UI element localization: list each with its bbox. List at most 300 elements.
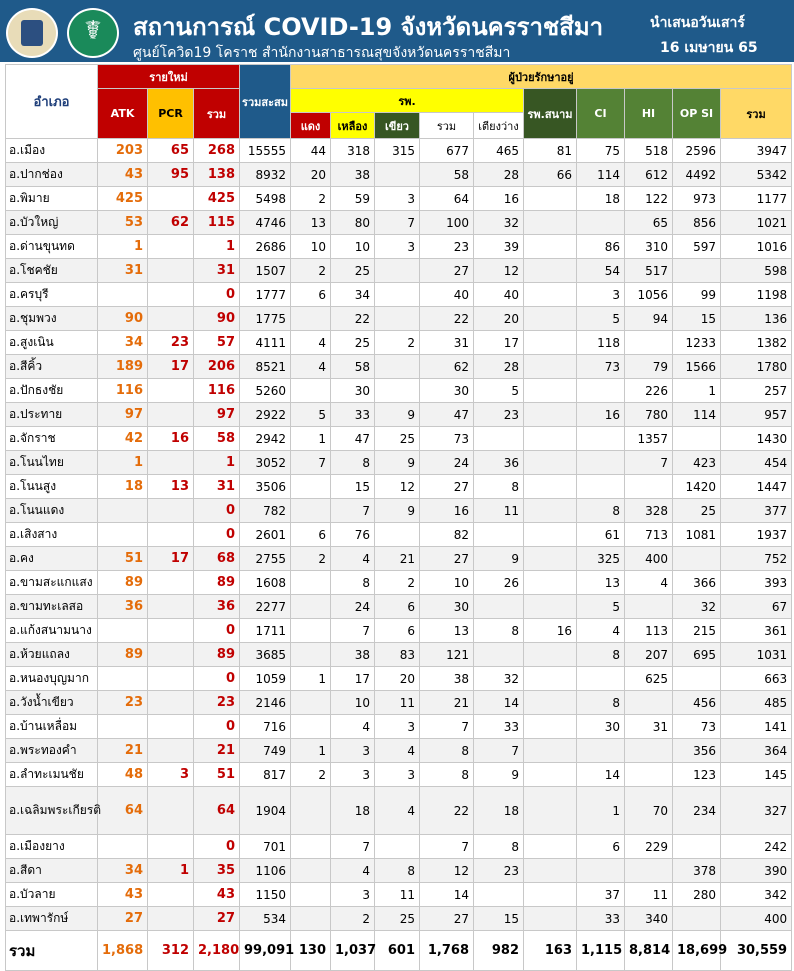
cell-atk: 90 bbox=[98, 307, 148, 331]
cell-red bbox=[291, 595, 331, 619]
cell-red bbox=[291, 907, 331, 931]
cell-name: อ.ขามสะแกแสง bbox=[6, 571, 98, 595]
cell-htot: 27 bbox=[420, 547, 474, 571]
cell-tot: 598 bbox=[721, 259, 792, 283]
cell-atk: 1 bbox=[98, 235, 148, 259]
cell-field bbox=[524, 211, 577, 235]
cell-opsi: 215 bbox=[673, 619, 721, 643]
cell-grn bbox=[375, 355, 420, 379]
cell-tot: 1198 bbox=[721, 283, 792, 307]
pcr-header: PCR bbox=[148, 89, 194, 139]
cell-tot: 257 bbox=[721, 379, 792, 403]
cell-yel: 22 bbox=[331, 307, 375, 331]
cell-pcr: 1 bbox=[148, 859, 194, 883]
cell-free: 36 bbox=[474, 451, 524, 475]
cell-ci: 54 bbox=[577, 259, 625, 283]
cell-tot: 390 bbox=[721, 859, 792, 883]
cell-hi bbox=[625, 331, 673, 355]
cell-pcr bbox=[148, 739, 194, 763]
cell-hi: 780 bbox=[625, 403, 673, 427]
cell-sum: 31 bbox=[194, 259, 240, 283]
cell-field bbox=[524, 379, 577, 403]
cell-tot: 1937 bbox=[721, 523, 792, 547]
cell-field bbox=[524, 763, 577, 787]
cell-ci bbox=[577, 211, 625, 235]
cell-hi: 713 bbox=[625, 523, 673, 547]
cell-htot: 10 bbox=[420, 571, 474, 595]
cell-name: อ.บ้านเหลื่อม bbox=[6, 715, 98, 739]
cell-hi: 328 bbox=[625, 499, 673, 523]
cell-tot: 957 bbox=[721, 403, 792, 427]
cell-free: 32 bbox=[474, 211, 524, 235]
cell-atk: 43 bbox=[98, 883, 148, 907]
cell-field bbox=[524, 355, 577, 379]
cell-tot: 342 bbox=[721, 883, 792, 907]
cell-cum: 4746 bbox=[240, 211, 291, 235]
cell-htot: 100 bbox=[420, 211, 474, 235]
table-row bbox=[6, 835, 792, 859]
cell-grn: 3 bbox=[375, 235, 420, 259]
cell-hi: 518 bbox=[625, 139, 673, 163]
cell-red: 1 bbox=[291, 667, 331, 691]
table-row bbox=[6, 403, 792, 427]
cell-field bbox=[524, 691, 577, 715]
cell-cum: 99,091 bbox=[240, 931, 291, 971]
cell-pcr bbox=[148, 283, 194, 307]
cell-ci: 4 bbox=[577, 619, 625, 643]
cell-red bbox=[291, 307, 331, 331]
report-date: 16 เมษายน 65 bbox=[660, 40, 758, 56]
cell-cum: 3685 bbox=[240, 643, 291, 667]
cell-hi: 625 bbox=[625, 667, 673, 691]
field-hospital-header: รพ.สนาม bbox=[524, 89, 577, 139]
cell-htot: 13 bbox=[420, 619, 474, 643]
cell-ci bbox=[577, 859, 625, 883]
cell-yel: 76 bbox=[331, 523, 375, 547]
cell-ci: 13 bbox=[577, 571, 625, 595]
cell-grn: 4 bbox=[375, 739, 420, 763]
cell-name: อ.ชุมพวง bbox=[6, 307, 98, 331]
table-row bbox=[6, 499, 792, 523]
cell-red: 6 bbox=[291, 283, 331, 307]
cell-cum: 1608 bbox=[240, 571, 291, 595]
cell-hi bbox=[625, 475, 673, 499]
cell-tot: 663 bbox=[721, 667, 792, 691]
cell-name: อ.เมืองยาง bbox=[6, 835, 98, 859]
cell-yel: 17 bbox=[331, 667, 375, 691]
table-row bbox=[6, 883, 792, 907]
cell-name: อ.ลำทะเมนชัย bbox=[6, 763, 98, 787]
cell-pcr bbox=[148, 691, 194, 715]
cell-hi: 400 bbox=[625, 547, 673, 571]
cell-sum: 57 bbox=[194, 331, 240, 355]
cell-cum: 1904 bbox=[240, 787, 291, 835]
cell-field bbox=[524, 883, 577, 907]
cell-grn: 9 bbox=[375, 451, 420, 475]
cell-htot: 24 bbox=[420, 451, 474, 475]
cell-red: 5 bbox=[291, 403, 331, 427]
cell-hi: 226 bbox=[625, 379, 673, 403]
cell-yel: 33 bbox=[331, 403, 375, 427]
cell-opsi: 15 bbox=[673, 307, 721, 331]
cell-opsi: 366 bbox=[673, 571, 721, 595]
cell-field bbox=[524, 499, 577, 523]
cell-hi bbox=[625, 739, 673, 763]
cell-opsi: 378 bbox=[673, 859, 721, 883]
cell-opsi: 1 bbox=[673, 379, 721, 403]
cell-yel: 18 bbox=[331, 787, 375, 835]
cell-htot: 31 bbox=[420, 331, 474, 355]
cell-pcr bbox=[148, 403, 194, 427]
cell-yel: 58 bbox=[331, 355, 375, 379]
cell-opsi: 973 bbox=[673, 187, 721, 211]
cell-pcr: 17 bbox=[148, 355, 194, 379]
cell-tot: 1016 bbox=[721, 235, 792, 259]
cell-sum: 1 bbox=[194, 451, 240, 475]
table-row bbox=[6, 763, 792, 787]
cell-htot: 1,768 bbox=[420, 931, 474, 971]
cell-sum: 21 bbox=[194, 739, 240, 763]
table-row bbox=[6, 907, 792, 931]
cell-free bbox=[474, 883, 524, 907]
cell-name: อ.เมือง bbox=[6, 139, 98, 163]
cell-name: อ.โชคชัย bbox=[6, 259, 98, 283]
cell-name: อ.ปากช่อง bbox=[6, 163, 98, 187]
cell-tot: 1382 bbox=[721, 331, 792, 355]
cell-field bbox=[524, 739, 577, 763]
cell-pcr: 62 bbox=[148, 211, 194, 235]
cell-sum: 138 bbox=[194, 163, 240, 187]
cell-free: 12 bbox=[474, 259, 524, 283]
cell-ci: 8 bbox=[577, 643, 625, 667]
cell-opsi bbox=[673, 427, 721, 451]
cell-yel: 10 bbox=[331, 235, 375, 259]
cell-red: 7 bbox=[291, 451, 331, 475]
cell-hi: 340 bbox=[625, 907, 673, 931]
cell-pcr bbox=[148, 787, 194, 835]
cell-ci: 3 bbox=[577, 283, 625, 307]
cell-atk: 18 bbox=[98, 475, 148, 499]
cell-atk: 36 bbox=[98, 595, 148, 619]
cell-pcr bbox=[148, 907, 194, 931]
cell-sum: 1 bbox=[194, 235, 240, 259]
cell-red bbox=[291, 787, 331, 835]
cell-pcr: 95 bbox=[148, 163, 194, 187]
cell-tot: 1031 bbox=[721, 643, 792, 667]
cell-cum: 1711 bbox=[240, 619, 291, 643]
cell-yel: 25 bbox=[331, 259, 375, 283]
cell-name: อ.บัวลาย bbox=[6, 883, 98, 907]
cell-name: อ.โนนไทย bbox=[6, 451, 98, 475]
cell-red: 2 bbox=[291, 187, 331, 211]
cell-red bbox=[291, 643, 331, 667]
cell-free: 23 bbox=[474, 859, 524, 883]
cell-free: 11 bbox=[474, 499, 524, 523]
cell-free bbox=[474, 523, 524, 547]
cell-pcr bbox=[148, 379, 194, 403]
cell-tot: 67 bbox=[721, 595, 792, 619]
cell-pcr bbox=[148, 259, 194, 283]
cell-htot: 64 bbox=[420, 187, 474, 211]
cell-grn: 2 bbox=[375, 571, 420, 595]
ministry-of-public-health-logo bbox=[67, 8, 119, 58]
cell-ci: 6 bbox=[577, 835, 625, 859]
cell-grn: 25 bbox=[375, 907, 420, 931]
grand-total-header: รวม bbox=[721, 89, 792, 139]
cell-pcr bbox=[148, 643, 194, 667]
cell-grn: 12 bbox=[375, 475, 420, 499]
cell-htot: 30 bbox=[420, 379, 474, 403]
cell-ci: 5 bbox=[577, 595, 625, 619]
cell-htot: 121 bbox=[420, 643, 474, 667]
cell-opsi: 32 bbox=[673, 595, 721, 619]
cell-ci: 8 bbox=[577, 691, 625, 715]
cell-sum: 68 bbox=[194, 547, 240, 571]
cell-opsi: 4492 bbox=[673, 163, 721, 187]
cell-cum: 5260 bbox=[240, 379, 291, 403]
cell-field bbox=[524, 835, 577, 859]
cell-grn bbox=[375, 283, 420, 307]
cell-name: อ.ประทาย bbox=[6, 403, 98, 427]
cell-grn bbox=[375, 307, 420, 331]
table-row bbox=[6, 715, 792, 739]
cell-hi: 612 bbox=[625, 163, 673, 187]
cell-cum: 8521 bbox=[240, 355, 291, 379]
cell-opsi: 695 bbox=[673, 643, 721, 667]
table-row bbox=[6, 163, 792, 187]
cell-tot: 1021 bbox=[721, 211, 792, 235]
cell-yel: 47 bbox=[331, 427, 375, 451]
cell-opsi: 356 bbox=[673, 739, 721, 763]
cell-yel: 38 bbox=[331, 163, 375, 187]
table-row bbox=[6, 139, 792, 163]
cell-field bbox=[524, 259, 577, 283]
cell-ci: 8 bbox=[577, 499, 625, 523]
cell-atk: 27 bbox=[98, 907, 148, 931]
cell-tot: 136 bbox=[721, 307, 792, 331]
cell-sum: 51 bbox=[194, 763, 240, 787]
cell-hi: 70 bbox=[625, 787, 673, 835]
cell-ci: 114 bbox=[577, 163, 625, 187]
cell-opsi: 856 bbox=[673, 211, 721, 235]
cell-ci: 18 bbox=[577, 187, 625, 211]
table-row bbox=[6, 307, 792, 331]
cell-sum: 2,180 bbox=[194, 931, 240, 971]
cell-field bbox=[524, 787, 577, 835]
cell-sum: 0 bbox=[194, 499, 240, 523]
cell-red bbox=[291, 691, 331, 715]
cell-opsi bbox=[673, 907, 721, 931]
cell-name: อ.ด่านขุนทด bbox=[6, 235, 98, 259]
cell-htot: 16 bbox=[420, 499, 474, 523]
new-cases-header: รายใหม่ bbox=[98, 65, 240, 89]
cell-ci: 61 bbox=[577, 523, 625, 547]
cell-cum: 15555 bbox=[240, 139, 291, 163]
cell-hi: 1056 bbox=[625, 283, 673, 307]
cell-field bbox=[524, 331, 577, 355]
cell-tot: 141 bbox=[721, 715, 792, 739]
cell-cum: 716 bbox=[240, 715, 291, 739]
cell-hi: 4 bbox=[625, 571, 673, 595]
cell-field bbox=[524, 643, 577, 667]
cell-sum: 89 bbox=[194, 571, 240, 595]
cell-free: 32 bbox=[474, 667, 524, 691]
cell-red bbox=[291, 619, 331, 643]
cell-yel: 318 bbox=[331, 139, 375, 163]
cell-tot: 485 bbox=[721, 691, 792, 715]
cell-free bbox=[474, 427, 524, 451]
cell-atk: 1 bbox=[98, 451, 148, 475]
cell-field: 16 bbox=[524, 619, 577, 643]
cell-atk bbox=[98, 523, 148, 547]
cell-atk: 51 bbox=[98, 547, 148, 571]
cell-red: 2 bbox=[291, 259, 331, 283]
cell-pcr bbox=[148, 307, 194, 331]
cell-yel: 59 bbox=[331, 187, 375, 211]
cell-cum: 701 bbox=[240, 835, 291, 859]
cell-htot: 7 bbox=[420, 835, 474, 859]
cell-atk: 89 bbox=[98, 643, 148, 667]
cell-atk: 34 bbox=[98, 859, 148, 883]
cell-red bbox=[291, 499, 331, 523]
cell-grn: 3 bbox=[375, 763, 420, 787]
cell-free: 20 bbox=[474, 307, 524, 331]
cell-name: รวม bbox=[6, 931, 98, 971]
cell-opsi: 1081 bbox=[673, 523, 721, 547]
cell-sum: 0 bbox=[194, 835, 240, 859]
cell-red bbox=[291, 475, 331, 499]
cell-name: อ.ครบุรี bbox=[6, 283, 98, 307]
table-row bbox=[6, 379, 792, 403]
cell-free: 18 bbox=[474, 787, 524, 835]
cell-field bbox=[524, 907, 577, 931]
cell-red: 10 bbox=[291, 235, 331, 259]
cell-yel: 4 bbox=[331, 859, 375, 883]
cell-sum: 0 bbox=[194, 619, 240, 643]
page-header bbox=[0, 0, 794, 62]
cell-sum: 58 bbox=[194, 427, 240, 451]
cell-grn bbox=[375, 163, 420, 187]
cell-sum: 23 bbox=[194, 691, 240, 715]
cell-grn: 3 bbox=[375, 715, 420, 739]
cell-yel: 25 bbox=[331, 331, 375, 355]
cell-grn bbox=[375, 835, 420, 859]
cell-opsi: 456 bbox=[673, 691, 721, 715]
cell-hi: 1357 bbox=[625, 427, 673, 451]
cell-ci: 325 bbox=[577, 547, 625, 571]
cell-pcr: 16 bbox=[148, 427, 194, 451]
cell-name: อ.คง bbox=[6, 547, 98, 571]
cell-pcr: 3 bbox=[148, 763, 194, 787]
cell-htot: 30 bbox=[420, 595, 474, 619]
cell-free: 9 bbox=[474, 763, 524, 787]
cell-free: 7 bbox=[474, 739, 524, 763]
cell-red: 1 bbox=[291, 739, 331, 763]
cell-htot: 38 bbox=[420, 667, 474, 691]
cell-tot: 242 bbox=[721, 835, 792, 859]
cell-yel: 8 bbox=[331, 451, 375, 475]
table-row bbox=[6, 739, 792, 763]
cell-name: อ.หนองบุญมาก bbox=[6, 667, 98, 691]
cell-cum: 749 bbox=[240, 739, 291, 763]
cell-cum: 782 bbox=[240, 499, 291, 523]
cell-free: 16 bbox=[474, 187, 524, 211]
atk-header: ATK bbox=[98, 89, 148, 139]
cell-red bbox=[291, 835, 331, 859]
cell-sum: 90 bbox=[194, 307, 240, 331]
cell-opsi: 1420 bbox=[673, 475, 721, 499]
hospital-total-header: รวม bbox=[420, 113, 474, 139]
cell-name: อ.เฉลิมพระเกียรติ bbox=[6, 787, 98, 835]
page-title: สถานการณ์ COVID-19 จังหวัดนครราชสีมา bbox=[133, 13, 604, 41]
cell-field bbox=[524, 667, 577, 691]
cell-grn: 9 bbox=[375, 499, 420, 523]
cell-cum: 4111 bbox=[240, 331, 291, 355]
cell-grn: 20 bbox=[375, 667, 420, 691]
cell-free: 8 bbox=[474, 835, 524, 859]
cell-sum: 43 bbox=[194, 883, 240, 907]
patients-header: ผู้ป่วยรักษาอยู่ bbox=[291, 65, 792, 89]
cell-grn bbox=[375, 523, 420, 547]
cell-htot: 7 bbox=[420, 715, 474, 739]
cell-htot: 8 bbox=[420, 763, 474, 787]
cell-atk: 53 bbox=[98, 211, 148, 235]
cell-ci: 75 bbox=[577, 139, 625, 163]
beds-free-header: เตียงว่าง bbox=[474, 113, 524, 139]
cell-atk: 43 bbox=[98, 163, 148, 187]
cell-sum: 0 bbox=[194, 667, 240, 691]
cell-opsi: 280 bbox=[673, 883, 721, 907]
cell-sum: 0 bbox=[194, 715, 240, 739]
ci-header: CI bbox=[577, 89, 625, 139]
cell-htot: 23 bbox=[420, 235, 474, 259]
table-row bbox=[6, 691, 792, 715]
cell-name: อ.เทพารักษ์ bbox=[6, 907, 98, 931]
cell-grn: 83 bbox=[375, 643, 420, 667]
hi-header: HI bbox=[625, 89, 673, 139]
cell-yel: 24 bbox=[331, 595, 375, 619]
cell-hi bbox=[625, 691, 673, 715]
cell-name: อ.วังน้ำเขียว bbox=[6, 691, 98, 715]
cell-htot: 27 bbox=[420, 907, 474, 931]
cell-opsi: 1566 bbox=[673, 355, 721, 379]
cell-red: 1 bbox=[291, 427, 331, 451]
cell-cum: 2277 bbox=[240, 595, 291, 619]
table-row bbox=[6, 547, 792, 571]
cell-tot: 377 bbox=[721, 499, 792, 523]
cell-pcr bbox=[148, 667, 194, 691]
table-row bbox=[6, 187, 792, 211]
cell-hi: 517 bbox=[625, 259, 673, 283]
cell-opsi bbox=[673, 547, 721, 571]
cell-ci bbox=[577, 667, 625, 691]
cell-hi: 229 bbox=[625, 835, 673, 859]
cell-red: 20 bbox=[291, 163, 331, 187]
cell-name: อ.จักราช bbox=[6, 427, 98, 451]
cell-opsi bbox=[673, 259, 721, 283]
cell-opsi: 423 bbox=[673, 451, 721, 475]
cell-yel: 4 bbox=[331, 547, 375, 571]
cell-free bbox=[474, 595, 524, 619]
cell-cum: 534 bbox=[240, 907, 291, 931]
cell-grn: 3 bbox=[375, 187, 420, 211]
green-header: เขียว bbox=[375, 113, 420, 139]
cell-yel: 7 bbox=[331, 499, 375, 523]
cell-sum: 64 bbox=[194, 787, 240, 835]
cell-tot: 30,559 bbox=[721, 931, 792, 971]
cell-tot: 361 bbox=[721, 619, 792, 643]
cell-htot: 82 bbox=[420, 523, 474, 547]
